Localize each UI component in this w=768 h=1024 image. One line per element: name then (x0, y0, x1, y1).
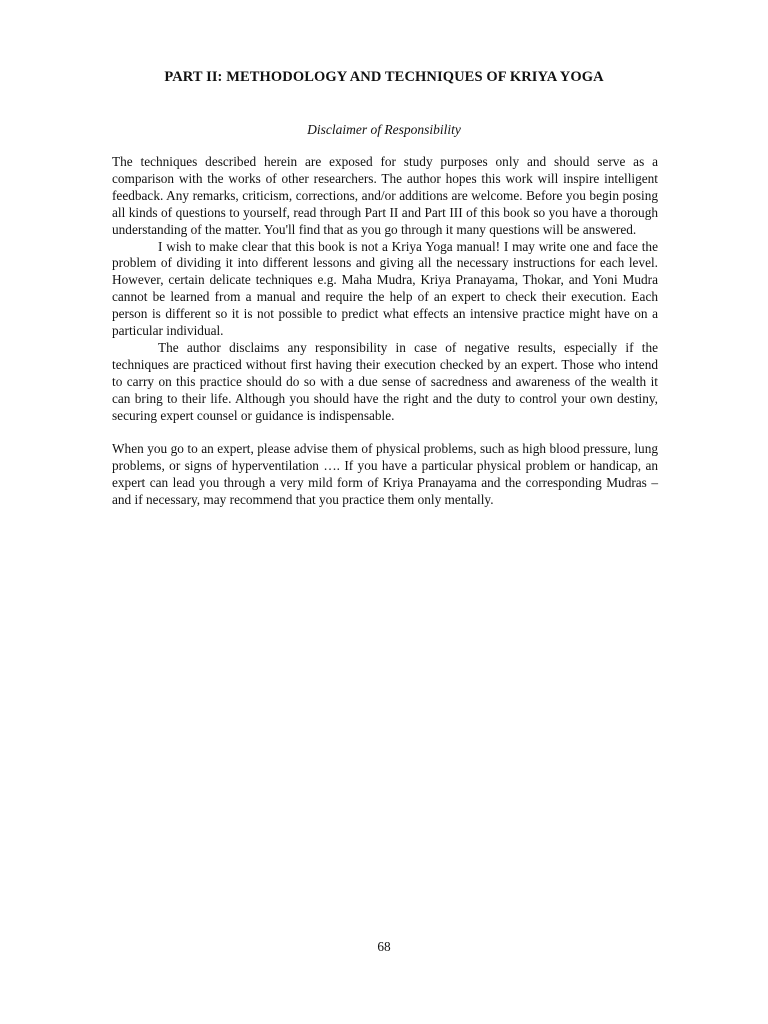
paragraph-3: The author disclaims any responsibility in case of negative results, especially if the techniques are practiced without first having their execution checked by an expert. Those who intend to carry on this practice should do so with a due sense of sacredness and awareness of the wealth it can bring to their life. Although you should have the right and the duty to control your own destiny, securing expert counsel or guidance is indispensable. (112, 339, 658, 423)
page-heading: PART II: METHODOLOGY AND TECHNIQUES OF KRIYA YOGA (164, 69, 604, 85)
body-text (112, 154, 658, 509)
paragraph-2: I wish to make clear that this book is not a Kriya Yoga manual! I may write one and face the problem of dividing it into different lessons and giving all the necessary instructions for each level. However, certain delicate techniques e.g. Maha Mudra, Kriya Pranayama, Thokar, and Yoni Mudra cannot be learned from a manual and require the help of an expert to check their execution. Each person is different so it is not possible to predict what effects an intensive practice might have on a particular individual. (112, 238, 658, 339)
page-number: 68 (377, 939, 391, 954)
paragraph-1: The techniques described herein are exposed for study purposes only and should serve as a comparison with the works of other researchers. The author hopes this work will inspire intelligent feedback. Any remarks, criticism, corrections, and/or additions are welcome. Before you begin posing all kinds of questions to yourself, read through Part II and Part III of this book so you have a thorough understanding of the matter. You'll find that as you go through it many questions will be answered. (112, 154, 658, 237)
paragraph-4: When you go to an expert, please advise them of physical problems, such as high blood pressure, lung problems, or signs of hyperventilation …. If you have a particular physical problem or handicap, an expert can lead you through a very mild form of Kriya Pranayama and the corresponding Mudras – and if necessary, may recommend that you practice them only mentally. (112, 441, 658, 508)
section-subheading: Disclaimer of Responsibility (307, 122, 461, 137)
